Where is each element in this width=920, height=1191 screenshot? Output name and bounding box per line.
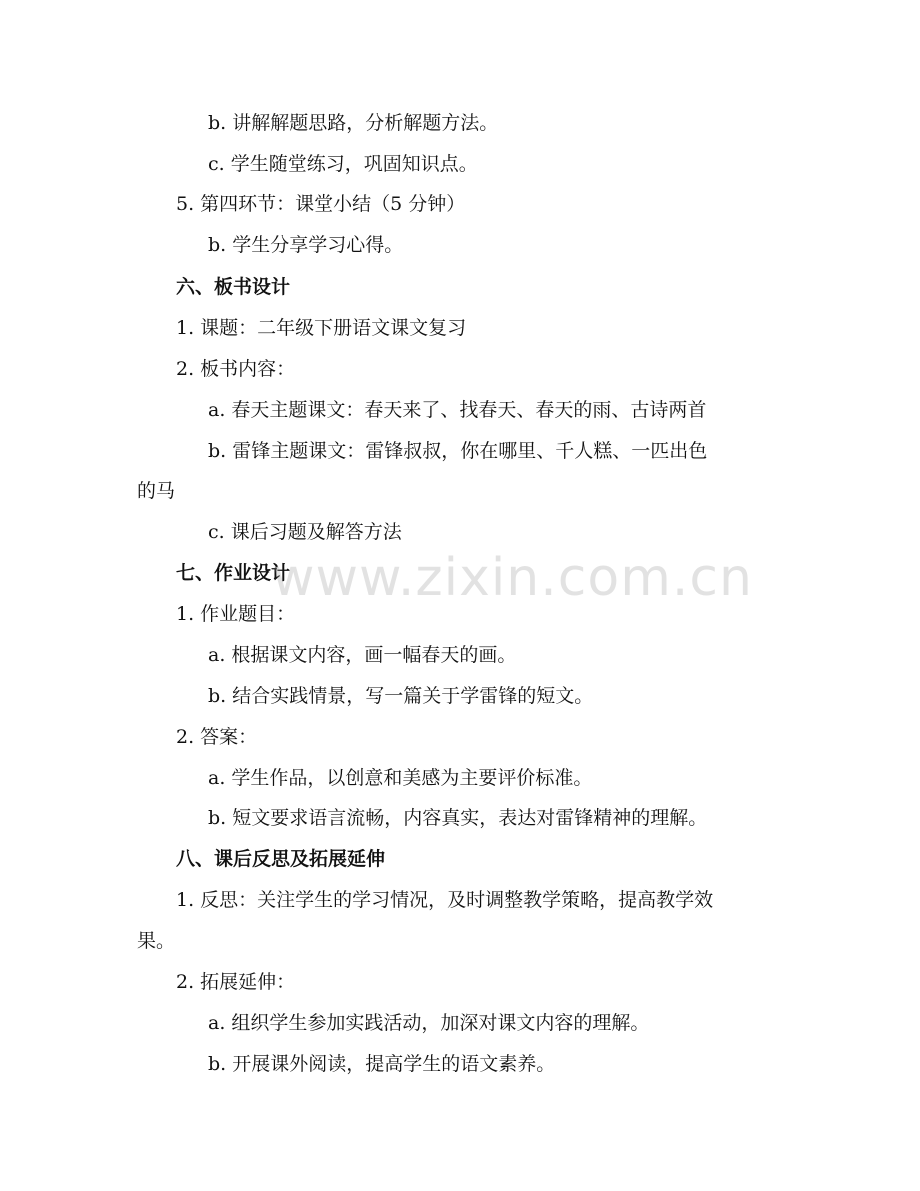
list-item: a. 学生作品，以创意和美感为主要评价标准。: [208, 767, 593, 789]
list-item: b. 短文要求语言流畅，内容真实，表达对雷锋精神的理解。: [208, 807, 708, 829]
list-item: b. 学生分享学习心得。: [208, 234, 404, 256]
section-heading: 六、板书设计: [176, 276, 291, 298]
list-item: a. 组织学生参加实践活动，加深对课文内容的理解。: [208, 1012, 650, 1034]
list-item: c. 学生随堂练习，巩固知识点。: [208, 153, 478, 175]
list-item: b. 讲解解题思路，分析解题方法。: [208, 112, 499, 134]
list-item: c. 课后习题及解答方法: [208, 521, 402, 543]
list-item: b. 开展课外阅读，提高学生的语文素养。: [208, 1053, 556, 1075]
list-item-continuation: 果。: [137, 930, 176, 952]
list-item: a. 春天主题课文：春天来了、找春天、春天的雨、古诗两首: [208, 399, 707, 421]
section-heading: 七、作业设计: [176, 562, 291, 584]
section-heading: 八、课后反思及拓展延伸: [176, 848, 386, 870]
list-item: 1. 反思：关注学生的学习情况，及时调整教学策略，提高教学效: [176, 889, 714, 911]
list-item-continuation: 的马: [137, 480, 176, 502]
list-item: 5. 第四环节：课堂小结（5 分钟）: [176, 193, 466, 215]
list-item: b. 雷锋主题课文：雷锋叔叔，你在哪里、千人糕、一匹出色: [208, 440, 708, 462]
list-item: 2. 板书内容：: [176, 358, 296, 380]
watermark: www.zixin.com.cn: [272, 548, 753, 608]
list-item: 2. 拓展延伸：: [176, 971, 296, 993]
list-item: 2. 答案：: [176, 726, 258, 748]
list-item: a. 根据课文内容，画一幅春天的画。: [208, 644, 517, 666]
list-item: 1. 作业题目：: [176, 603, 296, 625]
list-item: b. 结合实践情景，写一篇关于学雷锋的短文。: [208, 685, 594, 707]
list-item: 1. 课题：二年级下册语文课文复习: [176, 317, 467, 339]
